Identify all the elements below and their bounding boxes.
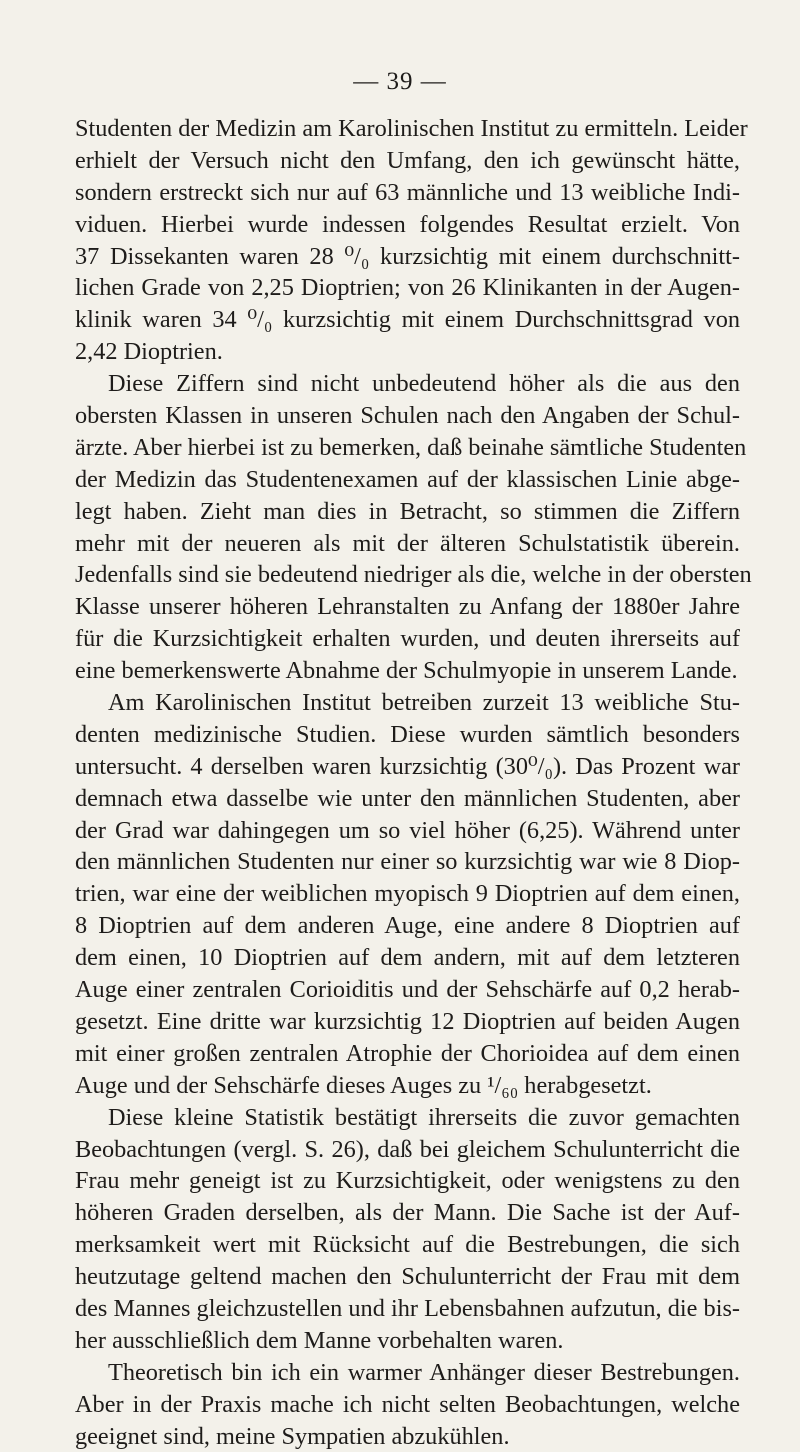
paragraph	[75, 1357, 740, 1452]
text-line: Frau mehr geneigt ist zu Kurzsichtigkeit, oder wenigstens zu den	[75, 1167, 740, 1195]
text-line: dem einen, 10 Dioptrien auf dem andern, mit auf dem letzteren	[75, 944, 740, 972]
text-line: geeignet sind, meine Sympatien abzukühlen.	[75, 1422, 510, 1450]
text-line: Beobachtungen (vergl. S. 26), daß bei gleichem Schulunterricht die	[75, 1135, 740, 1163]
page-number: — 39 —	[353, 68, 447, 95]
text-line: Auge und der Sehschärfe dieses Auges zu ¹/₆₀ herabgesetzt.	[75, 1071, 652, 1099]
text-line: her ausschließlich dem Manne vorbehalten waren.	[75, 1326, 564, 1354]
text-line: des Mannes gleichzustellen und ihr Lebensbahnen aufzutun, die bis-	[75, 1294, 740, 1322]
text-line: demnach etwa dasselbe wie unter den männlichen Studenten, aber	[75, 784, 740, 812]
paragraph	[75, 1102, 740, 1357]
text-line: viduen. Hierbei wurde indessen folgendes Resultat erzielt. Von	[75, 210, 740, 238]
text-line: legt haben. Zieht man dies in Betracht, so stimmen die Ziffern	[75, 497, 740, 525]
text-line: sondern erstreckt sich nur auf 63 männliche und 13 weibliche Indi-	[75, 178, 740, 206]
text-line: Jedenfalls sind sie bedeutend niedriger als die, welche in der obersten	[75, 561, 752, 589]
text-line: merksamkeit wert mit Rücksicht auf die Bestrebungen, die sich	[75, 1231, 740, 1259]
text-line: der Grad war dahingegen um so viel höher (6,25). Während unter	[75, 816, 740, 844]
text-line: Auge einer zentralen Corioiditis und der Sehschärfe auf 0,2 herab-	[75, 976, 740, 1004]
text-line: Am Karolinischen Institut betreiben zurzeit 13 weibliche Stu-	[108, 689, 740, 717]
text-line: heutzutage geltend machen den Schulunterricht der Frau mit dem	[75, 1263, 740, 1291]
paragraph	[75, 368, 752, 687]
text-line: Diese kleine Statistik bestätigt ihrerseits die zuvor gemachten	[108, 1103, 740, 1131]
text-line: der Medizin das Studentenexamen auf der klassischen Linie abge-	[75, 465, 740, 493]
text-line: trien, war eine der weiblichen myopisch 9 Dioptrien auf dem einen,	[75, 880, 740, 908]
text-line: erhielt der Versuch nicht den Umfang, den ich gewünscht hätte,	[75, 146, 740, 174]
text-line: denten medizinische Studien. Diese wurden sämtlich besonders	[75, 720, 740, 748]
text-line: 37 Dissekanten waren 28 ⁰/₀ kurzsichtig mit einem durchschnitt-	[75, 242, 740, 270]
text-line: für die Kurzsichtigkeit erhalten wurden, und deuten ihrerseits auf	[75, 625, 740, 653]
text-line: mehr mit der neueren als mit der älteren Schulstatistik überein.	[75, 529, 740, 557]
text-line: eine bemerkenswerte Abnahme der Schulmyopie in unserem Lande.	[75, 657, 738, 685]
text-line: gesetzt. Eine dritte war kurzsichtig 12 Dioptrien auf beiden Augen	[75, 1007, 740, 1035]
text-line: Theoretisch bin ich ein warmer Anhänger dieser Bestrebungen.	[108, 1358, 740, 1386]
text-line: ärzte. Aber hierbei ist zu bemerken, daß beinahe sämtliche Studenten	[75, 433, 747, 461]
text-line: höheren Graden derselben, als der Mann. Die Sache ist der Auf-	[75, 1199, 740, 1227]
text-line: Diese Ziffern sind nicht unbedeutend höher als die aus den	[108, 370, 740, 398]
text-line: untersucht. 4 derselben waren kurzsichtig (30⁰/₀). Das Prozent war	[75, 752, 740, 780]
paragraph	[75, 687, 740, 1102]
body-text	[75, 113, 752, 1452]
text-line: 8 Dioptrien auf dem anderen Auge, eine andere 8 Dioptrien auf	[75, 912, 740, 940]
paragraph	[75, 113, 748, 368]
text-line: 2,42 Dioptrien.	[75, 338, 223, 366]
text-line: mit einer großen zentralen Atrophie der Chorioidea auf dem einen	[75, 1039, 740, 1067]
text-line: Studenten der Medizin am Karolinischen Institut zu ermitteln. Leider	[75, 115, 748, 142]
text-line: Klasse unserer höheren Lehranstalten zu Anfang der 1880er Jahre	[75, 593, 740, 621]
text-line: klinik waren 34 ⁰/₀ kurzsichtig mit einem Durchschnittsgrad von	[75, 306, 740, 334]
text-line: lichen Grade von 2,25 Dioptrien; von 26 Klinikanten in der Augen-	[75, 274, 740, 302]
text-line: Aber in der Praxis mache ich nicht selten Beobachtungen, welche	[75, 1390, 740, 1418]
text-line: den männlichen Studenten nur einer so kurzsichtig war wie 8 Diop-	[75, 848, 740, 876]
text-line: obersten Klassen in unseren Schulen nach den Angaben der Schul-	[75, 402, 740, 430]
